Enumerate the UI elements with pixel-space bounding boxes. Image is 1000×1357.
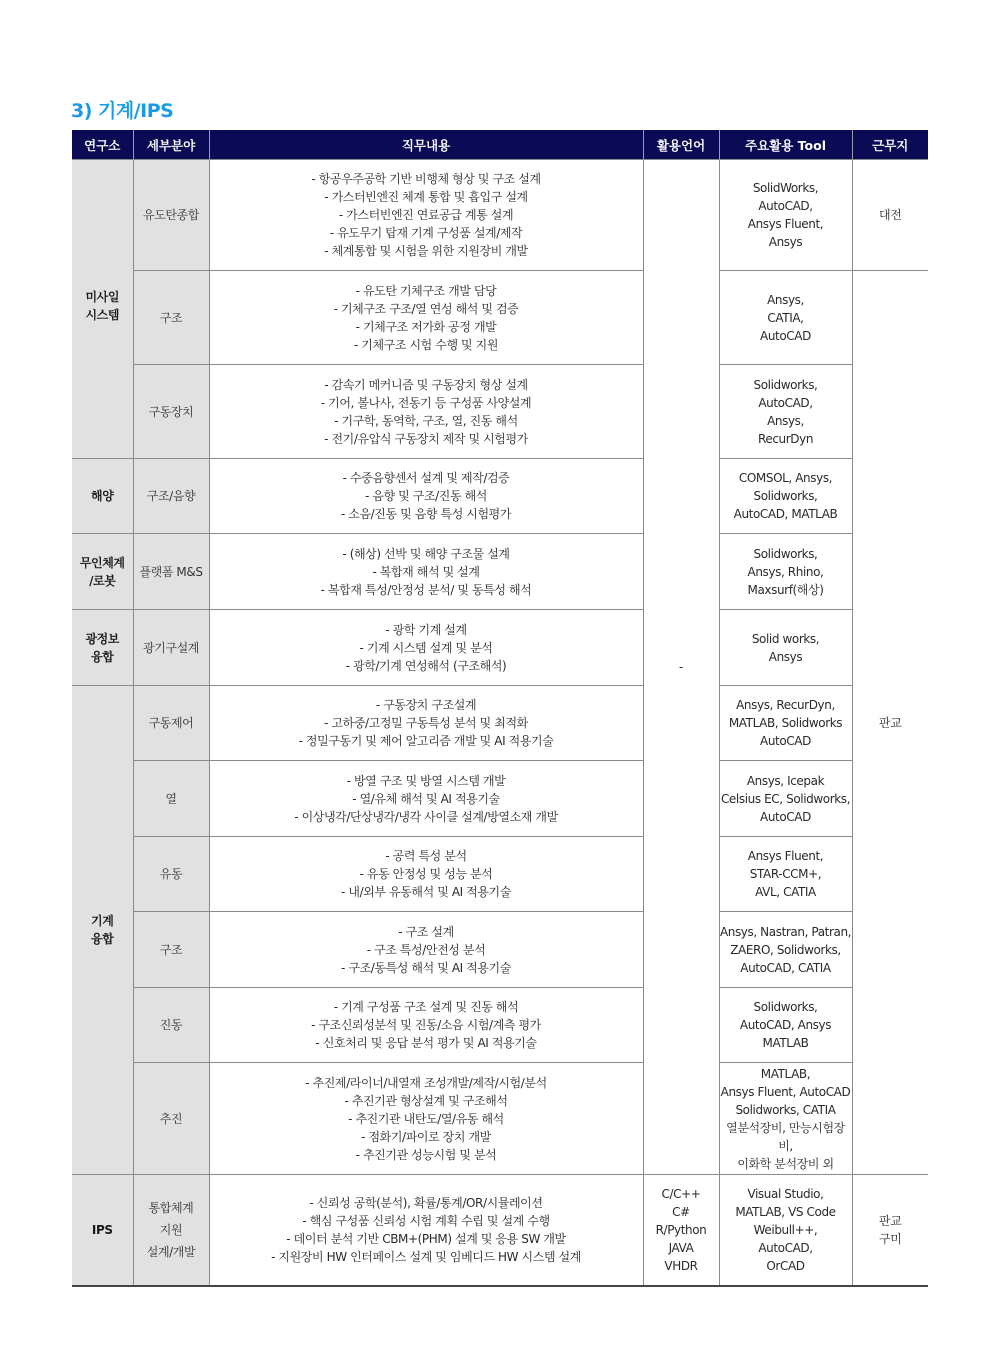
- field-cell: [133, 837, 209, 912]
- field-cell: [133, 365, 209, 459]
- duty-item: - 기체구조 구조/열 연성 해석 및 검증: [333, 301, 519, 316]
- field-label: 유동: [159, 867, 183, 881]
- duties-cell: [209, 912, 643, 988]
- duty-item: - 가스터빈엔진 체계 통합 및 흡입구 설계: [324, 190, 528, 204]
- tool-item: Ansys,: [767, 292, 804, 307]
- field-cell: [133, 459, 209, 534]
- tool-item: 이화학 분석장비 외: [737, 1156, 834, 1171]
- tool-item: Ansys, Rhino,: [747, 564, 824, 579]
- duty-item: - 구조/동특성 해석 및 AI 적용기술: [341, 960, 511, 975]
- duty-item: - 방열 구조 및 방열 시스템 개발: [346, 773, 506, 788]
- tool-item: Solidworks,: [753, 1000, 818, 1014]
- field-label: 구동장치: [148, 404, 194, 419]
- language-label: -: [679, 660, 683, 674]
- duties-cell: [209, 1063, 643, 1175]
- field-label: 통합체계: [148, 1200, 194, 1215]
- lab-label: 미사일: [85, 290, 120, 304]
- field-label: 설계/개발: [146, 1244, 196, 1259]
- tool-item: AVL, CATIA: [755, 885, 816, 899]
- field-cell: [133, 1175, 209, 1286]
- duty-item: - 체계통합 및 시험을 위한 지원장비 개발: [324, 244, 528, 258]
- header-field: 세부분야: [133, 130, 209, 160]
- table-row: [72, 988, 928, 1063]
- tool-item: Maxsurf(해상): [747, 582, 824, 597]
- language-cell: [643, 1175, 719, 1286]
- duty-item: - 기체구조 시험 수행 및 지원: [353, 337, 499, 352]
- tool-item: Solidworks,: [753, 377, 818, 392]
- duty-item: - 점화기/파이로 장치 개발: [361, 1129, 491, 1144]
- lab-label: 융합: [91, 649, 114, 664]
- duty-item: - 복합재 특성/안정성 분석/ 및 동특성 해석: [320, 582, 532, 597]
- lab-cell-optics: [72, 610, 133, 686]
- duties-cell: [209, 365, 643, 459]
- field-label: 구조: [159, 942, 183, 957]
- tool-item: AutoCAD,: [758, 1240, 813, 1255]
- tool-item: OrCAD: [766, 1258, 805, 1273]
- duty-item: - 추진제/라이너/내열재 조성개발/제작/시험/분석: [305, 1075, 547, 1090]
- duty-item: - 유동 안정성 및 성능 분석: [359, 867, 493, 881]
- tool-item: AutoCAD, MATLAB: [733, 507, 838, 521]
- location-label: 대전: [879, 208, 902, 222]
- duty-item: - 고하중/고정밀 구동특성 분석 및 최적화: [324, 716, 528, 730]
- table-header-row: [72, 130, 928, 160]
- tool-item: Solid works,: [751, 631, 820, 646]
- field-cell: [133, 160, 209, 271]
- duty-item: - 구동장치 구조설계: [375, 698, 477, 712]
- language-item: R/Python: [655, 1222, 707, 1237]
- field-label: 열: [165, 791, 177, 806]
- tools-cell: [719, 365, 852, 459]
- location-label: 판교: [879, 1213, 902, 1228]
- tool-item: AutoCAD, CATIA: [740, 960, 831, 975]
- lab-label: 기계: [91, 914, 114, 928]
- duty-item: - 감속기 메커니즘 및 구동장치 형상 설계: [324, 377, 528, 392]
- field-label: 진동: [159, 1018, 183, 1032]
- tool-item: AutoCAD: [760, 734, 811, 748]
- duty-item: - 열/유체 해석 및 AI 적용기술: [352, 791, 500, 806]
- field-cell: [133, 1063, 209, 1175]
- duty-item: - 추진기관 내탄도/열/유동 해석: [348, 1111, 504, 1126]
- table-row: [72, 271, 928, 365]
- field-label: 플랫폼 M&S: [139, 564, 203, 579]
- tool-item: Ansys, Icepak: [746, 773, 825, 788]
- duty-item: - 복합재 해석 및 설계: [372, 564, 480, 579]
- field-label: 추진: [159, 1111, 183, 1126]
- lab-label: 시스템: [85, 308, 120, 322]
- language-item: JAVA: [668, 1240, 694, 1255]
- lab-cell-ocean: [72, 459, 133, 534]
- table-row: [72, 837, 928, 912]
- field-label: 지원: [159, 1222, 183, 1237]
- duty-item: - 광학/기계 연성해석 (구조해석): [345, 658, 507, 673]
- header-location: 근무지: [852, 130, 928, 160]
- field-label: 구조: [159, 310, 183, 325]
- tool-item: Solidworks,: [753, 489, 818, 503]
- header-duties: 직무내용: [209, 130, 643, 160]
- field-label: 구동제어: [148, 716, 194, 730]
- table-row: [72, 761, 928, 837]
- field-cell: [133, 988, 209, 1063]
- language-cell-shared: [643, 160, 719, 1175]
- duties-cell: [209, 1175, 643, 1286]
- tool-item: Solidworks, CATIA: [735, 1102, 836, 1117]
- lab-label: 무인체계: [79, 555, 125, 570]
- tool-item: Ansys, Nastran, Patran,: [719, 924, 852, 939]
- lab-label: IPS: [91, 1222, 113, 1237]
- duty-item: - 신호처리 및 응답 분석 평가 및 AI 적용기술: [315, 1036, 537, 1050]
- table-row: [72, 610, 928, 686]
- duty-item: - 광학 기계 설계: [385, 622, 467, 637]
- tools-cell: [719, 459, 852, 534]
- tool-item: AutoCAD,: [758, 199, 813, 213]
- tools-cell: [719, 988, 852, 1063]
- table-row: [72, 534, 928, 610]
- tool-item: Ansys Fluent,: [747, 849, 824, 863]
- location-cell: [852, 160, 928, 271]
- job-table: [72, 130, 928, 1287]
- duty-item: - 가스터빈엔진 연료공급 계통 설계: [338, 208, 514, 222]
- lab-label: 광정보: [85, 631, 120, 646]
- duty-item: - 소음/진동 및 음향 특성 시험평가: [340, 507, 512, 521]
- field-cell: [133, 271, 209, 365]
- duty-item: - 기체구조 저가화 공정 개발: [355, 319, 497, 334]
- tools-cell: [719, 610, 852, 686]
- tool-item: STAR-CCM+,: [749, 867, 822, 881]
- location-label: 구미: [879, 1231, 902, 1246]
- tools-cell: [719, 271, 852, 365]
- duty-item: - 전기/유압식 구동장치 제작 및 시험평가: [324, 431, 528, 446]
- tools-cell: [719, 1063, 852, 1175]
- tools-cell: [719, 160, 852, 271]
- duties-cell: [209, 761, 643, 837]
- tool-item: MATLAB, Solidworks: [728, 716, 843, 730]
- tool-item: SolidWorks,: [752, 181, 819, 195]
- tool-item: AutoCAD: [760, 809, 811, 824]
- tool-item: MATLAB,: [760, 1066, 811, 1081]
- tools-cell: [719, 686, 852, 761]
- table-row: [72, 1175, 928, 1286]
- duty-item: - 핵심 구성품 신뢰성 시험 계획 수립 및 설계 수행: [302, 1213, 550, 1228]
- header-language: 활용언어: [643, 130, 719, 160]
- duty-item: - 음향 및 구조/진동 해석: [365, 489, 487, 503]
- field-cell: [133, 534, 209, 610]
- table-row: [72, 365, 928, 459]
- field-cell: [133, 610, 209, 686]
- duty-item: - 유도무기 탑재 기계 구성품 설계/제작: [329, 226, 523, 240]
- tool-item: Weibull++,: [753, 1222, 818, 1237]
- duties-cell: [209, 459, 643, 534]
- tool-item: Ansys Fluent,: [747, 217, 824, 231]
- duty-item: - 유도탄 기체구조 개발 담당: [355, 283, 497, 298]
- section-title: 3) 기계/IPS: [71, 100, 174, 122]
- duty-item: - 구조 특성/안전성 분석: [366, 942, 486, 957]
- duty-item: - 이상냉각/단상냉각/냉각 사이클 설계/방열소재 개발: [294, 809, 558, 824]
- lab-cell-unmanned: [72, 534, 133, 610]
- tools-cell: [719, 761, 852, 837]
- tools-cell: [719, 837, 852, 912]
- header-tools: 주요활용 Tool: [719, 130, 852, 160]
- field-label: 유도탄종합: [143, 208, 199, 222]
- duty-item: - 지원장비 HW 인터페이스 설계 및 임베디드 HW 시스템 설계: [271, 1249, 581, 1264]
- duty-item: - 수중음향센서 설계 및 제작/검증: [342, 471, 510, 485]
- duty-item: - 공력 특성 분석: [385, 849, 467, 863]
- duties-cell: [209, 837, 643, 912]
- tool-item: Ansys Fluent, AutoCAD: [720, 1084, 851, 1099]
- duties-cell: [209, 610, 643, 686]
- lab-cell-ips: [72, 1175, 133, 1286]
- duties-cell: [209, 686, 643, 761]
- duty-item: - 기어, 볼나사, 전동기 등 구성품 사양설계: [320, 395, 532, 410]
- tool-item: CATIA,: [767, 310, 804, 325]
- tool-item: COMSOL, Ansys,: [738, 471, 833, 485]
- tool-item: MATLAB: [762, 1036, 809, 1050]
- duties-cell: [209, 988, 643, 1063]
- table-row: [72, 160, 928, 271]
- tool-item: Ansys,: [767, 413, 804, 428]
- location-cell-shared: [852, 271, 928, 1175]
- tool-item: 열분석장비, 만능시험장비,: [726, 1120, 845, 1153]
- tool-item: AutoCAD, Ansys: [739, 1018, 832, 1032]
- duty-item: - 구조 설계: [398, 924, 454, 939]
- field-cell: [133, 912, 209, 988]
- tools-cell: [719, 1175, 852, 1286]
- location-label: 판교: [879, 715, 902, 730]
- table-row: [72, 1063, 928, 1175]
- duty-item: - 기계 시스템 설계 및 분석: [359, 640, 493, 655]
- tool-item: Celsius EC, Solidworks,: [720, 791, 851, 806]
- field-cell: [133, 761, 209, 837]
- duties-cell: [209, 534, 643, 610]
- duty-item: - 추진기관 성능시험 및 분석: [355, 1147, 497, 1162]
- tool-item: AutoCAD,: [758, 395, 813, 410]
- table-row: [72, 459, 928, 534]
- table-row: [72, 912, 928, 988]
- duty-item: - 기구학, 동역학, 구조, 열, 진동 해석: [334, 413, 518, 428]
- duty-item: - 기계 구성품 구조 설계 및 진동 해석: [333, 1000, 519, 1014]
- lab-label: 해양: [91, 489, 114, 503]
- duty-item: - 항공우주공학 기반 비행체 형상 및 구조 설계: [311, 172, 541, 186]
- tool-item: Solidworks,: [753, 546, 818, 561]
- tool-item: AutoCAD: [760, 328, 811, 343]
- duties-cell: [209, 271, 643, 365]
- tools-cell: [719, 534, 852, 610]
- duties-cell: [209, 160, 643, 271]
- tools-cell: [719, 912, 852, 988]
- lab-label: /로봇: [89, 573, 116, 588]
- tool-item: MATLAB, VS Code: [735, 1204, 836, 1219]
- table-row: [72, 686, 928, 761]
- location-cell: [852, 1175, 928, 1286]
- header-lab: 연구소: [72, 130, 133, 160]
- language-item: C/C++: [661, 1186, 701, 1201]
- duty-item: - 추진기관 형상설계 및 구조해석: [344, 1093, 508, 1108]
- tool-item: Visual Studio,: [747, 1186, 824, 1201]
- duty-item: - 내/외부 유동해석 및 AI 적용기술: [341, 885, 511, 899]
- field-cell: [133, 686, 209, 761]
- duty-item: - 정밀구동기 및 제어 알고리즘 개발 및 AI 적용기술: [298, 734, 554, 748]
- field-label: 구조/음향: [146, 489, 196, 503]
- duty-item: - 구조신뢰성분석 및 진동/소음 시험/계측 평가: [311, 1018, 541, 1032]
- tool-item: Ansys: [768, 235, 803, 249]
- lab-cell-mechanical: [72, 686, 133, 1175]
- duty-item: - 데이터 분석 기반 CBM+(PHM) 설계 및 응용 SW 개발: [286, 1231, 566, 1246]
- tool-item: Ansys, RecurDyn,: [736, 698, 835, 712]
- field-label: 광기구설계: [143, 640, 199, 655]
- duty-item: - 신뢰성 공학(분석), 확률/통계/OR/시뮬레이션: [309, 1195, 543, 1210]
- tool-item: RecurDyn: [757, 431, 814, 446]
- duty-item: - (해상) 선박 및 해양 구조물 설계: [342, 546, 510, 561]
- tool-item: ZAERO, Solidworks,: [730, 942, 841, 957]
- language-item: VHDR: [664, 1258, 698, 1273]
- tool-item: Ansys: [768, 649, 803, 664]
- lab-label: 융합: [91, 932, 114, 946]
- language-item: C#: [672, 1204, 690, 1219]
- lab-cell-missile: [72, 160, 133, 459]
